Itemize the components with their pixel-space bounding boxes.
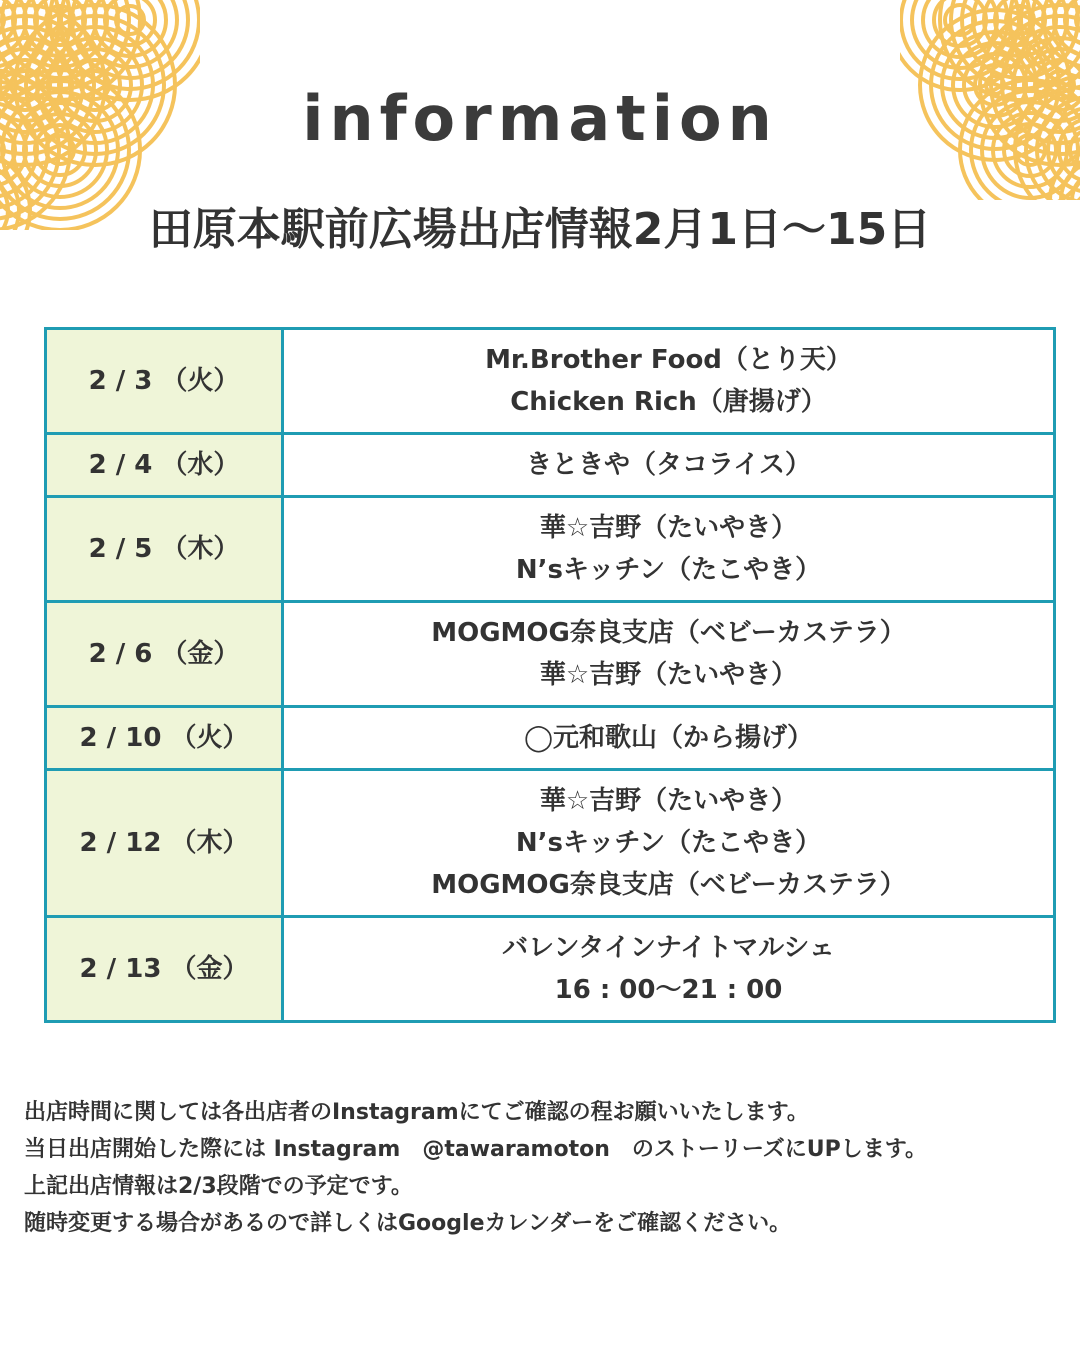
vendor-name: 華☆吉野（たいやき） [539, 660, 798, 690]
schedule-vendors [283, 602, 1055, 707]
vendor-name: 華☆吉野（たいやき） [539, 513, 798, 543]
schedule-vendors [283, 329, 1055, 434]
schedule-row [46, 329, 1055, 434]
schedule-date: 2 / 3 （火） [46, 329, 283, 434]
schedule-vendors [283, 497, 1055, 602]
schedule-vendors [283, 770, 1055, 917]
vendor-name: Chicken Rich（唐揚げ） [510, 387, 827, 417]
schedule-vendors [283, 917, 1055, 1022]
vendor-name: N’sキッチン（たこやき） [515, 828, 822, 858]
schedule-row [46, 602, 1055, 707]
vendor-name: 16 : 00〜21 : 00 [554, 975, 783, 1005]
schedule-vendors [283, 434, 1055, 497]
schedule-table [44, 327, 1056, 1023]
vendor-name: N’sキッチン（たこやき） [515, 555, 822, 585]
schedule-row [46, 770, 1055, 917]
schedule-date: 2 / 4 （水） [46, 434, 283, 497]
note-line: 上記出店情報は2/3段階での予定です。 [24, 1174, 413, 1199]
schedule-vendors [283, 707, 1055, 770]
note-line: 随時変更する場合があるので詳しくはGoogleカレンダーをご確認ください。 [24, 1211, 792, 1236]
vendor-name: きときや（タコライス） [526, 450, 811, 480]
schedule-row [46, 497, 1055, 602]
schedule-row [46, 434, 1055, 497]
schedule-date: 2 / 5 （木） [46, 497, 283, 602]
vendor-name: Mr.Brother Food（とり天） [485, 345, 852, 375]
notes [24, 1094, 1064, 1242]
schedule-date: 2 / 13 （金） [46, 917, 283, 1022]
vendor-name: MOGMOG奈良支店（ベビーカステラ） [431, 618, 906, 648]
note-line: 出店時間に関しては各出店者のInstagramにてご確認の程お願いいたします。 [24, 1100, 809, 1125]
vendor-name: バレンタインナイトマルシェ [502, 933, 835, 963]
schedule-date: 2 / 6 （金） [46, 602, 283, 707]
schedule-date: 2 / 10 （火） [46, 707, 283, 770]
note-line: 当日出店開始した際には Instagram @tawaramoton のストーリーズにUPします。 [24, 1137, 928, 1162]
vendor-name: ◯元和歌山（から揚げ） [523, 723, 814, 753]
schedule-row [46, 707, 1055, 770]
vendor-name: 華☆吉野（たいやき） [539, 786, 798, 816]
vendor-name: MOGMOG奈良支店（ベビーカステラ） [431, 870, 906, 900]
page-subtitle: 田原本駅前広場出店情報2月1日〜15日 [148, 204, 932, 255]
schedule-row [46, 917, 1055, 1022]
schedule-date: 2 / 12 （木） [46, 770, 283, 917]
page-title: information [302, 82, 778, 155]
